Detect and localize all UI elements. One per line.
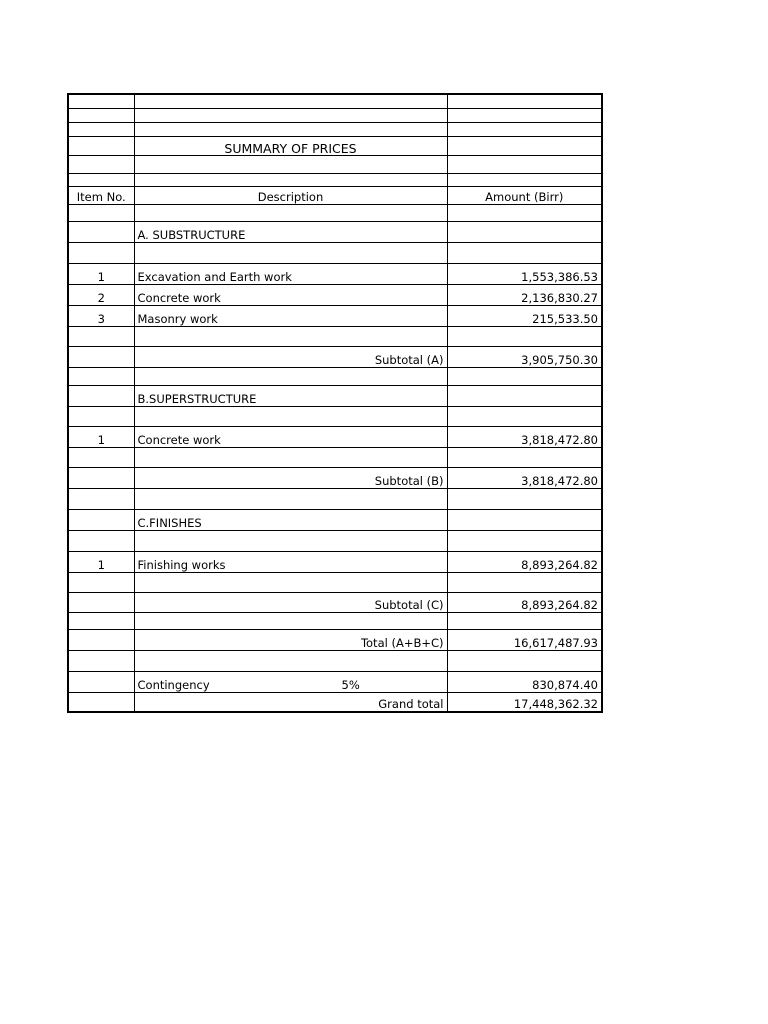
item-description: Masonry work <box>134 305 447 326</box>
contingency-label: Contingency <box>137 677 210 692</box>
title-row <box>68 136 602 155</box>
subtotal-amount: 3,905,750.30 <box>447 346 602 367</box>
empty-row <box>68 488 602 509</box>
subtotal-label: Subtotal (C) <box>134 592 447 612</box>
item-description: Concrete work <box>134 426 447 447</box>
subtotal-b-row <box>68 467 602 488</box>
section-heading: A. SUBSTRUCTURE <box>134 221 447 242</box>
empty-row <box>68 122 602 136</box>
empty-row <box>68 650 602 671</box>
item-amount: 8,893,264.82 <box>447 551 602 572</box>
empty-row <box>68 406 602 426</box>
header-amount: Amount (Birr) <box>447 186 602 204</box>
subtotal-label: Subtotal (A) <box>134 346 447 367</box>
item-no: 1 <box>68 551 134 572</box>
empty-row <box>68 94 602 108</box>
summary-of-prices-table <box>67 93 603 713</box>
subtotal-amount: 3,818,472.80 <box>447 467 602 488</box>
empty-row <box>68 447 602 467</box>
section-heading: B.SUPERSTRUCTURE <box>134 385 447 406</box>
subtotal-c-row <box>68 592 602 612</box>
empty-row <box>68 367 602 385</box>
header-row <box>68 186 602 204</box>
item-no: 1 <box>68 263 134 284</box>
section-a-heading-row <box>68 221 602 242</box>
empty-row <box>68 326 602 346</box>
section-b-heading-row <box>68 385 602 406</box>
empty-row <box>68 173 602 186</box>
item-description: Concrete work <box>134 284 447 305</box>
item-amount: 1,553,386.53 <box>447 263 602 284</box>
table-row <box>68 305 602 326</box>
item-no: 3 <box>68 305 134 326</box>
total-amount: 16,617,487.93 <box>447 629 602 650</box>
header-item-no: Item No. <box>68 186 134 204</box>
subtotal-label: Subtotal (B) <box>134 467 447 488</box>
header-description: Description <box>134 186 447 204</box>
item-amount: 3,818,472.80 <box>447 426 602 447</box>
item-description: Excavation and Earth work <box>134 263 447 284</box>
item-description: Finishing works <box>134 551 447 572</box>
empty-row <box>68 108 602 122</box>
empty-row <box>68 242 602 263</box>
sheet-title: SUMMARY OF PRICES <box>134 136 447 155</box>
grand-total-amount: 17,448,362.32 <box>447 692 602 712</box>
section-heading: C.FINISHES <box>134 509 447 530</box>
subtotal-amount: 8,893,264.82 <box>447 592 602 612</box>
item-no: 1 <box>68 426 134 447</box>
empty-row <box>68 204 602 221</box>
item-amount: 215,533.50 <box>447 305 602 326</box>
empty-row <box>68 530 602 551</box>
table-row <box>68 263 602 284</box>
grand-total-row <box>68 692 602 712</box>
contingency-row <box>68 671 602 692</box>
table-row <box>68 426 602 447</box>
subtotal-a-row <box>68 346 602 367</box>
item-amount: 2,136,830.27 <box>447 284 602 305</box>
total-row <box>68 629 602 650</box>
item-no: 2 <box>68 284 134 305</box>
contingency-amount: 830,874.40 <box>447 671 602 692</box>
table-row <box>68 284 602 305</box>
table-row <box>68 551 602 572</box>
grand-total-label: Grand total <box>134 692 447 712</box>
total-label: Total (A+B+C) <box>134 629 447 650</box>
contingency-percent: 5% <box>341 677 360 692</box>
empty-row <box>68 612 602 629</box>
contingency-cell <box>134 671 447 692</box>
empty-row <box>68 572 602 592</box>
section-c-heading-row <box>68 509 602 530</box>
empty-row <box>68 155 602 173</box>
